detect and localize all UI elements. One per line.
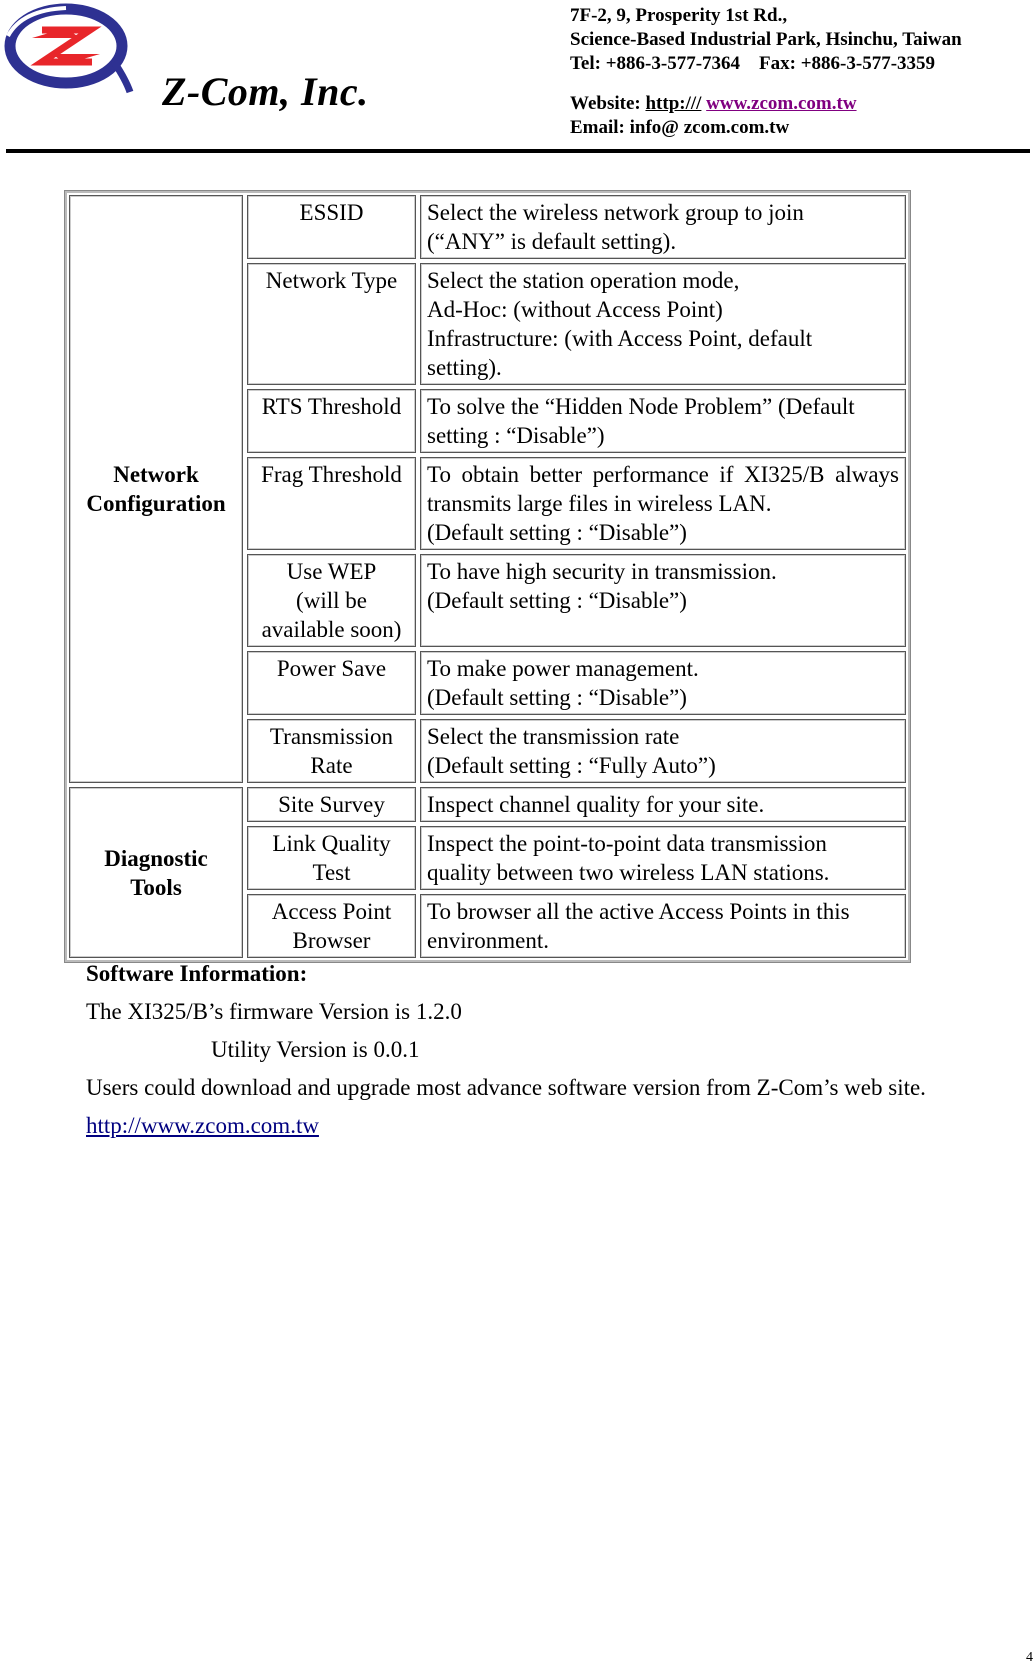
setting-name — [247, 195, 416, 259]
group-name-line: Configuration — [86, 491, 226, 516]
header-divider — [6, 149, 1030, 153]
setting-name-line: Power Save — [276, 656, 387, 681]
setting-description — [420, 554, 906, 647]
address-line-2: Science-Based Industrial Park, Hsinchu, Taiwan — [570, 29, 962, 50]
zcom-logo-icon — [2, 2, 136, 94]
setting-description — [420, 389, 906, 453]
phone-fax: Tel: +886-3-577-7364 Fax: +886-3-577-3359 — [570, 53, 936, 74]
software-title: Software Information: — [86, 961, 308, 986]
description-line: To browser all the active Access Points in this — [427, 899, 850, 924]
setting-name-line: Site Survey — [278, 792, 385, 817]
setting-name-line: Browser — [292, 928, 371, 953]
description-line: Select the transmission rate — [427, 724, 680, 749]
description-line: To have high security in transmission. — [427, 559, 777, 584]
description-line: (Default setting : “Disable”) — [427, 685, 687, 710]
website-label: Website: — [570, 93, 646, 114]
group-name-line: Tools — [130, 874, 182, 900]
setting-name — [247, 554, 416, 647]
software-information — [86, 955, 926, 1145]
description-line: (Default setting : “Fully Auto”) — [427, 753, 716, 778]
email-line: Email: info@ zcom.com.tw — [570, 117, 790, 138]
setting-description — [420, 894, 906, 958]
upgrade-note: Users could download and upgrade most advance software version from Z-Com’s web site. — [86, 1075, 926, 1100]
description-line: Ad-Hoc: (without Access Point) — [427, 297, 723, 322]
address-line-1: 7F-2, 9, Prosperity 1st Rd., — [570, 5, 788, 26]
setting-description — [420, 826, 906, 890]
website-link[interactable]: www.zcom.com.tw — [706, 93, 857, 114]
setting-name-line: Frag Threshold — [261, 462, 402, 487]
contact-block — [570, 4, 962, 140]
setting-name — [247, 826, 416, 890]
description-line: (Default setting : “Disable”) — [427, 520, 687, 545]
table-row — [69, 787, 906, 822]
setting-name — [247, 719, 416, 783]
setting-name — [247, 651, 416, 715]
description-line: Select the wireless network group to join — [427, 200, 804, 225]
company-name: Z-Com, Inc. — [162, 69, 369, 114]
setting-name-line: (will be — [296, 588, 367, 613]
description-line: Infrastructure: (with Access Point, default — [427, 326, 813, 351]
website-line — [570, 92, 962, 116]
description-line: (Default setting : “Disable”) — [427, 588, 687, 613]
description-line: Inspect channel quality for your site. — [427, 792, 765, 817]
setting-name — [247, 263, 416, 385]
description-line: (“ANY” is default setting). — [427, 229, 677, 254]
setting-description — [420, 263, 906, 385]
setting-name-line: Use WEP — [286, 559, 377, 584]
setting-name-line: Link Quality — [272, 831, 391, 856]
setting-name-line: Rate — [310, 753, 353, 778]
description-line: To obtain better performance if XI325/B always transmits large files in wireless LAN. — [427, 462, 899, 516]
description-line: setting : “Disable”) — [427, 423, 605, 448]
description-line: Select the station operation mode, — [427, 268, 740, 293]
description-line: quality between two wireless LAN stations. — [427, 860, 830, 885]
page-number: 4 — [1026, 1650, 1033, 1665]
utility-version: Utility Version is 0.0.1 — [211, 1037, 420, 1062]
setting-name-line: available soon) — [261, 617, 402, 642]
group-name-line: Network — [113, 462, 199, 487]
setting-name-line: Network Type — [265, 268, 398, 293]
setting-name-line: Transmission — [269, 724, 394, 749]
setting-name-line: ESSID — [299, 200, 364, 225]
firmware-version: The XI325/B’s firmware Version is 1.2.0 — [86, 999, 462, 1024]
setting-name — [247, 389, 416, 453]
table-row — [69, 195, 906, 259]
setting-name — [247, 457, 416, 550]
description-line: environment. — [427, 928, 549, 953]
description-line: To make power management. — [427, 656, 699, 681]
description-line: setting). — [427, 355, 502, 380]
group-name — [69, 195, 243, 783]
description-line: To solve the “Hidden Node Problem” (Default — [427, 394, 855, 419]
setting-description — [420, 195, 906, 259]
setting-description — [420, 457, 906, 550]
setting-description — [420, 787, 906, 822]
setting-name — [247, 894, 416, 958]
setting-description — [420, 651, 906, 715]
setting-name — [247, 787, 416, 822]
page-header — [0, 0, 1035, 160]
setting-name-line: Test — [312, 860, 351, 885]
setting-name-line: RTS Threshold — [261, 394, 402, 419]
settings-table-body — [69, 195, 906, 958]
description-line: Inspect the point-to-point data transmission — [427, 831, 827, 856]
setting-description — [420, 719, 906, 783]
website-protocol-link[interactable]: http:/// — [645, 93, 702, 114]
group-name — [69, 787, 243, 958]
zcom-website-link[interactable]: http://www.zcom.com.tw — [86, 1113, 319, 1138]
settings-table — [64, 190, 911, 963]
group-name-line: Diagnostic — [104, 845, 208, 871]
setting-name-line: Access Point — [271, 899, 392, 924]
